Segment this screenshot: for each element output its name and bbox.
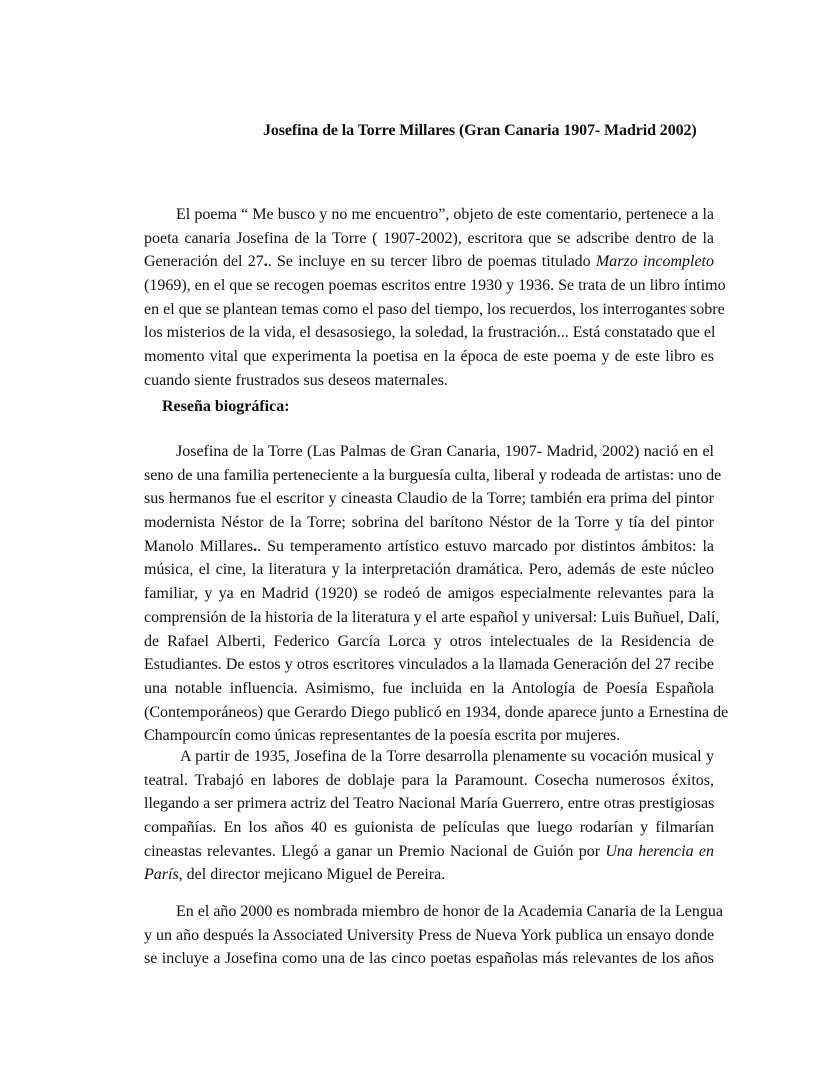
text-line <box>112 535 714 559</box>
text-line: cuando siente frustrados sus deseos maternales. <box>144 371 448 389</box>
text-line: seno de una familia perteneciente a la burguesía culta, liberal y rodeada de artistas: uno de <box>144 466 722 484</box>
text-segment: Generación del 27 <box>144 253 264 271</box>
book-title: Marzo incompleto <box>595 253 715 271</box>
text-line: Champourcín como únicas representantes de la poesía escrita por mujeres. <box>144 727 621 745</box>
text-line: y un año después la Associated University Press de Nueva York publica un ensayo donde <box>144 926 715 944</box>
text-line: familiar, y ya en Madrid (1920) se rodeó de amigos especialmente relevantes para la <box>144 585 714 603</box>
text-line: se incluye a Josefina como una de las cinco poetas españolas más relevantes de los años <box>144 950 714 968</box>
text-line: momento vital que experimenta la poetisa en la época de este poema y de este libro es <box>144 348 714 366</box>
bio-paragraph-1 <box>112 440 729 748</box>
text-line: modernista Néstor de la Torre; sobrina del barítono Néstor de la Torre y tía del pintor <box>144 514 714 532</box>
text-line <box>112 840 714 864</box>
text-line: una notable influencia. Asimismo, fue incluida en la Antología de Poesía Española <box>144 679 714 697</box>
text-line: comprensión de la historia de la literatura y el arte español y universal: Luis Buñuel, Dalí, <box>144 608 720 626</box>
document-title: Josefina de la Torre Millares (Gran Canaria 1907- Madrid 2002) <box>263 122 697 139</box>
bio-paragraph-2 <box>112 745 714 887</box>
intro-paragraph <box>112 203 726 393</box>
text-line: los misterios de la vida, el desasosiego, la soledad, la frustración... Está constatado que el <box>144 324 716 342</box>
text-line: En el año 2000 es nombrada miembro de honor de la Academia Canaria de la Lengua <box>176 903 723 920</box>
text-line: en el que se plantean temas como el paso del tiempo, los recuerdos, los interrogantes sobre <box>144 300 725 318</box>
text-line <box>112 250 714 274</box>
text-line: sus hermanos fue el escritor y cineasta Claudio de la Torre; también era prima del pintor <box>144 490 714 508</box>
text-line: música, el cine, la literatura y la interpretación dramática. Pero, además de este núcleo <box>144 561 714 579</box>
section-heading: Reseña biográfica: <box>162 398 290 415</box>
text-line: Josefina de la Torre (Las Palmas de Gran Canaria, 1907- Madrid, 2002) nació en el <box>176 443 714 460</box>
bio-paragraph-3 <box>112 900 723 971</box>
film-title: París <box>144 866 179 884</box>
text-line: llegando a ser primera actriz del Teatro Nacional María Guerrero, entre otras prestigiosas <box>144 795 715 813</box>
text-line <box>112 863 714 887</box>
text-line: de Rafael Alberti, Federico García Lorca y otros intelectuales de la Residencia de <box>144 632 714 650</box>
text-line: (1969), en el que se recogen poemas escritos entre 1930 y 1936. Se trata de un libro íntimo <box>144 277 726 295</box>
text-line: El poema “ Me busco y no me encuentro”, objeto de este comentario, pertenece a la <box>176 206 714 223</box>
text-line: compañías. En los años 40 es guionista de películas que luego rodarían y filmarían <box>144 819 714 837</box>
bold-period: . <box>263 253 268 271</box>
text-segment: , del director mejicano Miguel de Pereira. <box>178 866 446 884</box>
text-segment: . Se incluye en su tercer libro de poemas titulado <box>267 253 596 271</box>
text-segment: Manolo Millares <box>144 537 254 555</box>
text-line: A partir de 1935, Josefina de la Torre desarrolla plenamente su vocación musical y <box>180 748 714 765</box>
text-segment: cineastas relevantes. Llegó a ganar un Premio Nacional de Guión por <box>144 842 606 860</box>
text-segment: . Su temperamento artístico estuvo marcado por distintos ámbitos: la <box>257 537 715 555</box>
text-line: poeta canaria Josefina de la Torre ( 1907-2002), escritora que se adscribe dentro de la <box>144 229 714 247</box>
text-line: (Contemporáneos) que Gerardo Diego publicó en 1934, donde aparece junto a Ernestina de <box>144 703 729 721</box>
text-line: teatral. Trabajó en labores de doblaje para la Paramount. Cosecha numerosos éxitos, <box>144 771 714 789</box>
bold-period: . <box>253 537 258 555</box>
film-title: Una herencia en <box>605 842 714 860</box>
text-line: Estudiantes. De estos y otros escritores vinculados a la llamada Generación del 27 recibe <box>144 656 714 674</box>
